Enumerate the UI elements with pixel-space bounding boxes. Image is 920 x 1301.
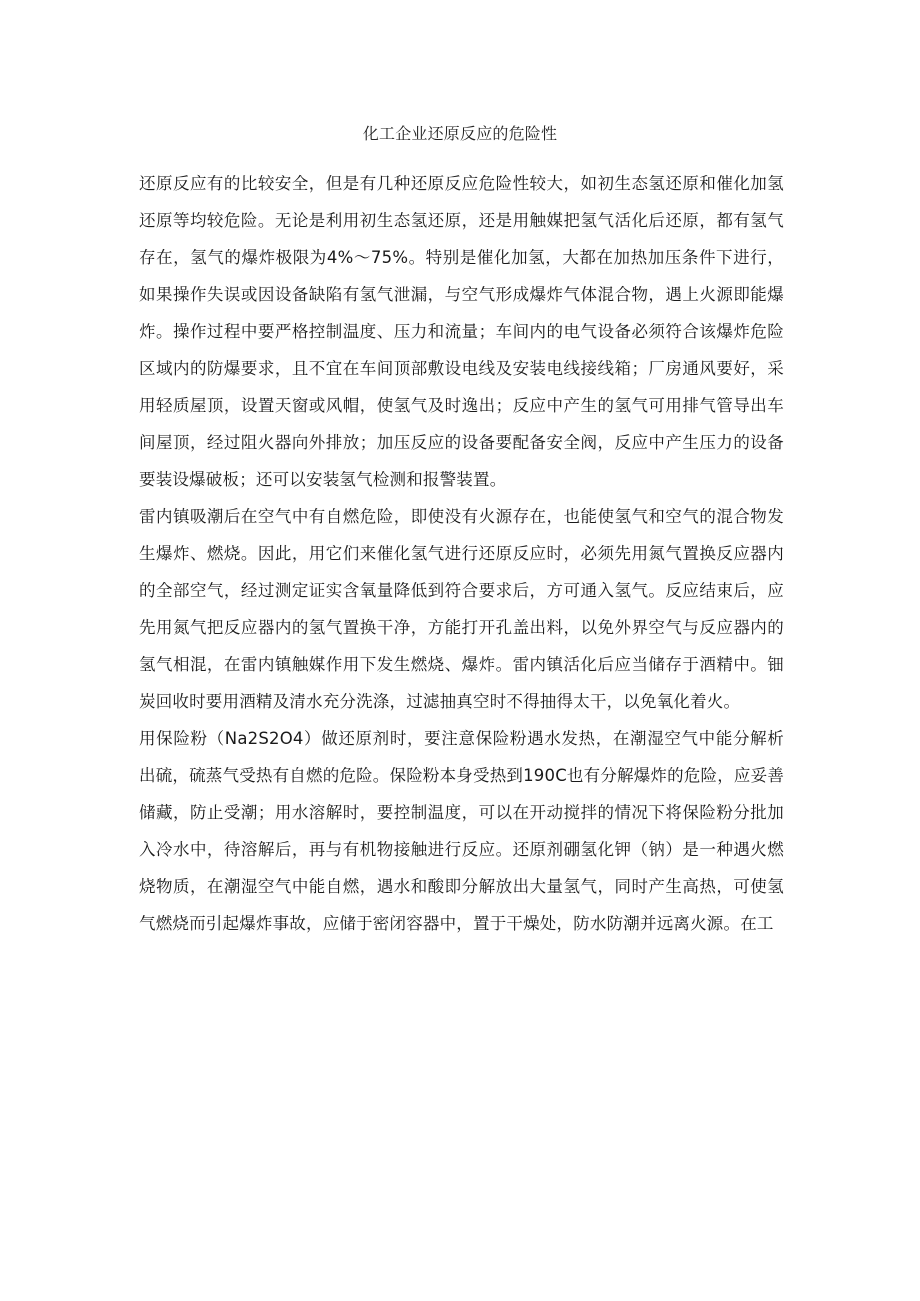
document-body [139,165,784,942]
document-title: 化工企业还原反应的危险性 [362,124,558,143]
paragraph-raney-nickel: 雷内镇吸潮后在空气中有自燃危险，即使没有火源存在，也能使氢气和空气的混合物发生爆炸、燃烧。因此，用它们来催化氢气进行还原反应时，必须先用氮气置换反应器内的全部空气，经过测定证实含氧量降低到符合要求后，方可通入氢气。反应结束后，应先用氮气把反应器内的氢气置换干净，方能打开孔盖出料，以免外界空气与反应器内的氢气相混，在雷内镇触媒作用下发生燃烧、爆炸。雷内镇活化后应当储存于酒精中。钿炭回收时要用酒精及清水充分洗涤，过滤抽真空时不得抽得太干，以免氧化着火。 [139,507,784,711]
paragraph-reduction-hazards: 还原反应有的比较安全，但是有几种还原反应危险性较大，如初生态氢还原和催化加氢还原等均较危险。无论是利用初生态氢还原，还是用触媒把氢气活化后还原，都有氢气存在，氢气的爆炸极限为4%～75%。特别是催化加氢，大都在加热加压条件下进行，如果操作失误或因设备缺陷有氢气泄漏，与空气形成爆炸气体混合物，遇上火源即能爆炸。操作过程中要严格控制温度、压力和流量；车间内的电气设备必须符合该爆炸危险区域内的防爆要求，且不宜在车间顶部敷设电线及安装电线接线箱；厂房通风要好，采用轻质屋顶，设置天窗或风帽，使氢气及时逸出；反应中产生的氢气可用排气管导出车间屋顶，经过阻火器向外排放；加压反应的设备要配备安全阀，反应中产生压力的设备要装设爆破板；还可以安装氢气检测和报警装置。 [139,174,784,489]
paragraph-sodium-dithionite: 用保险粉（Na2S2O4）做还原剂时，要注意保险粉遇水发热，在潮湿空气中能分解析出硫，硫蒸气受热有自燃的危险。保险粉本身受热到190C也有分解爆炸的危险，应妥善储藏，防止受潮；用水溶解时，要控制温度，可以在开动搅拌的情况下将保险粉分批加入冷水中，待溶解后，再与有机物接触进行反应。还原剂硼氢化钾（钠）是一种遇火燃烧物质，在潮湿空气中能自燃，遇水和酸即分解放出大量氢气，同时产生高热，可使氢气燃烧而引起爆炸事故，应储于密闭容器中，置于干燥处，防水防潮并远离火源。在工 [139,729,785,933]
